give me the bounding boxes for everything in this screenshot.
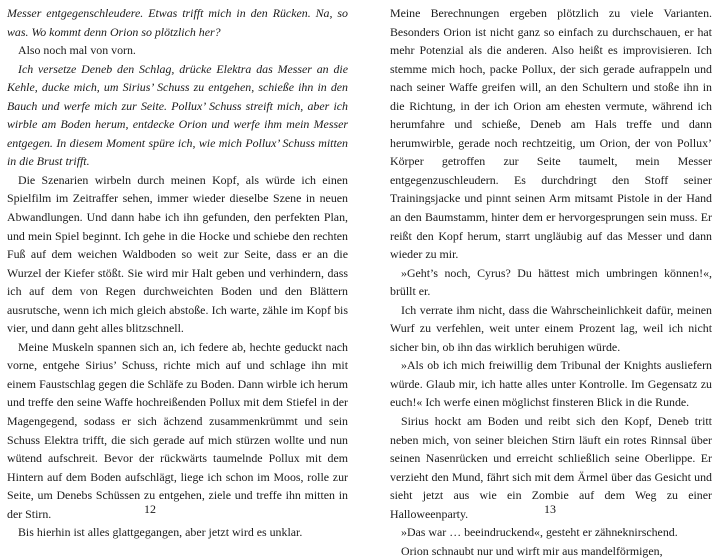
page-number: 12 xyxy=(144,502,156,516)
paragraph: »Geht’s noch, Cyrus? Du hättest mich umbringen können!«, brüllt er. xyxy=(390,265,712,299)
paragraph: Bis hierhin ist alles glattgegangen, aber jetzt wird es unklar. xyxy=(18,525,303,540)
paragraph: Meine Muskeln spannen sich an, ich federe ab, hechte geduckt nach vorne, entgehe Sirius’ Schuss, richte mich auf und schlage ihn mit einem Faustschlag gegen die Schläfe zu Boden. Dann wirble ich herum und treffe den seine Waffe hochreißenden Pollux mit dem Stiefel in der Magengegend, sodass er sich ächzend zusammenkrümmt und sein Schuss Elektra trifft, die sich gerade auf mich stürzen wollte und nun wütend aufschreit. Bevor der rückwärts taumelnde Pollux mit dem Hintern auf dem Boden aufschlägt, liege ich schon im Moos, rolle zur Seite, um Denebs Schüssen zu entgehen, ziele und treffe ihn mitten in der Stirn. xyxy=(7,339,348,521)
paragraph: Ich versetze Deneb den Schlag, drücke Elektra das Messer an die Kehle, ducke mich, um Sirius’ Schuss zu entgehen, schieße ihn in den Bauch und werfe mich zur Seite. Pollux’ Schuss streift mich, aber ich wirble am Boden herum, entdecke Orion und werfe ihm mein Messer entgegen. In diesem Moment spüre ich, wie mich Pollux’ Schuss mitten in die Brust trifft. xyxy=(7,61,348,169)
left-page xyxy=(0,0,360,540)
page-number: 13 xyxy=(544,502,556,516)
paragraph: »Das war … beeindruckend«, gesteht er zähneknirschend. xyxy=(401,525,678,540)
left-page-text xyxy=(7,4,348,542)
paragraph: Messer entgegenschleudere. Etwas trifft mich in den Rücken. Na, so was. Wo kommt denn Orion so plötzlich her? xyxy=(7,6,348,39)
right-page xyxy=(372,0,720,558)
paragraph: Meine Berechnungen ergeben plötzlich zu viele Varianten. Besonders Orion ist nicht ganz so einfach zu durchschauen, er hat mehr Potenzial als die anderen. Also heißt es improvisieren. Ich stemme mich hoch, packe Pollux, der sich gerade aufrappeln und nach seiner Waffe greifen will, an den Schultern und stoße ihn in die Richtung, in der ich Orion am ehesten vermute, während ich herumfahre und schieße, Deneb am Hals treffe und dann herumwirble, gerade noch rechtzeitig, um Orion, der von Pollux’ Körper getroffen zur Seite taumelt, mein Messer entgegenzuschleudern. Es durchdringt den Stoff seiner Trainingsjacke und pinnt seinen Arm mitsamt Pistole in der Hand an den Baumstamm, hinter dem er hervorgesprungen sein muss. Er reißt den Kopf herum, starrt ungläubig auf das Messer und dann wieder zu mir. xyxy=(390,6,712,262)
paragraph: »Als ob ich mich freiwillig dem Tribunal der Knights ausliefern würde. Glaub mir, ich hatte alles unter Kontrolle. Im Gegensatz zu euch!« Ich werfe einen möglichst finsteren Blick in die Runde. xyxy=(390,358,712,410)
right-page-text xyxy=(390,4,712,560)
paragraph: Also noch mal von vorn. xyxy=(18,43,136,58)
paragraph: Sirius hockt am Boden und reibt sich den Kopf, Deneb tritt neben mich, von seiner bleichen Stirn läuft ein rotes Rinnsal über seinen Nasenrücken und erreicht schließlich seine Oberlippe. Er verzieht den Mund, fährt sich mit dem Ärmel über das Gesicht und sieht jetzt aus wie ein Zombie auf dem Weg zu einer Halloweenparty. xyxy=(390,414,712,521)
paragraph: Die Szenarien wirbeln durch meinen Kopf, als würde ich einen Spielfilm im Zeitraffer sehen, immer wieder dieselbe Szene in neuen Abwandlungen. Und dann habe ich ihn gefunden, den perfekten Plan, und mein Spiel beginnt. Ich gehe in die Hocke und schiebe den rechten Fuß auf dem weichen Waldboden so weit zur Seite, dass er an die Wurzel der Kiefer stößt. Sie wird mir Halt geben und verhindern, dass ich auf dem von Regen durchweichten Boden und den Blättern ausrutsche, wenn ich mich gleich abstoße. Ich warte, zähle im Kopf bis vier, und dann geht alles blitzschnell. xyxy=(7,172,348,336)
paragraph: Ich verrate ihm nicht, dass die Wahrscheinlichkeit dafür, meinen Wurf zu verfehlen, weit unter einem Prozent lag, weil ich nicht sicher bin, ob ihn das wirklich beruhigen würde. xyxy=(390,302,712,354)
paragraph: Orion schnaubt nur und wirft mir aus mandelförmigen, xyxy=(401,543,663,558)
